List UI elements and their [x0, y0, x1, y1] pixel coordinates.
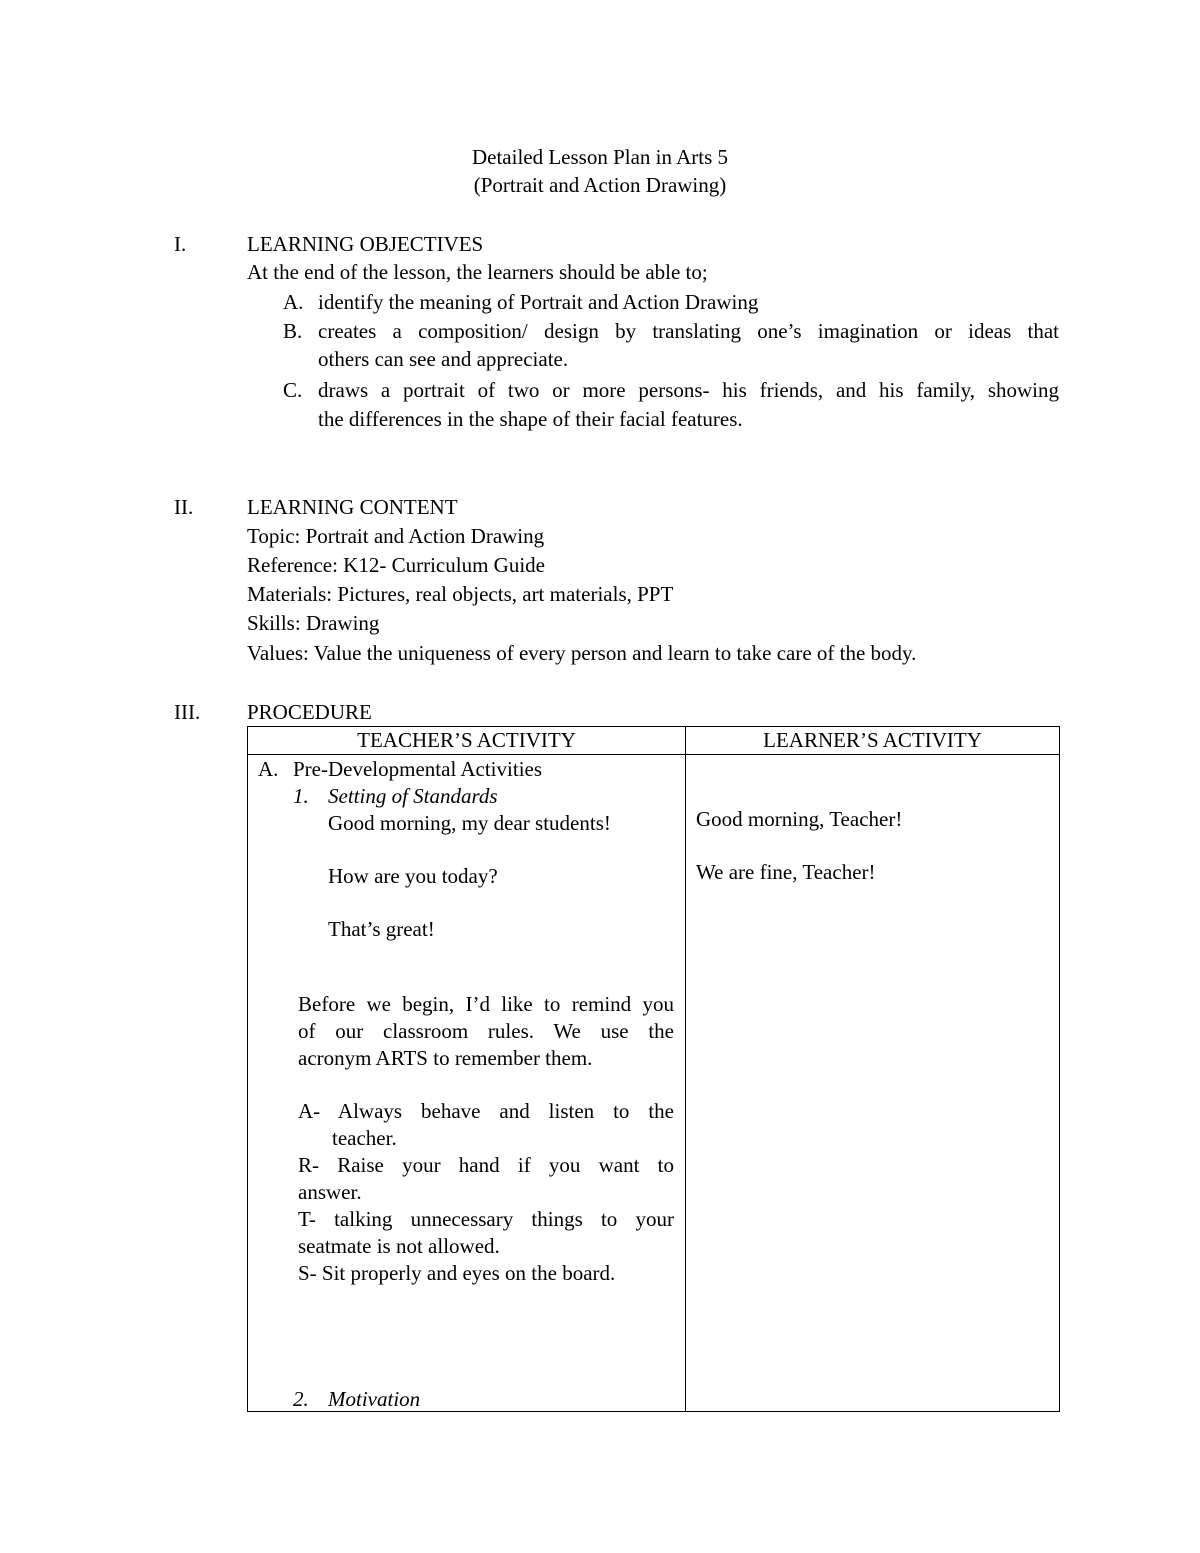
objective-letter: A.: [283, 290, 304, 314]
rule-line: teacher.: [332, 1126, 397, 1150]
content-reference: Reference: K12- Curriculum Guide: [247, 553, 545, 577]
content-topic: Topic: Portrait and Action Drawing: [247, 524, 545, 548]
teacher-question: How are you today?: [328, 864, 498, 888]
teacher-activity-cell: [248, 755, 686, 1412]
section-title: Pre-Developmental Activities: [293, 757, 543, 781]
document-title: Detailed Lesson Plan in Arts 5: [471, 145, 729, 169]
remind-line: Before we begin, I’d like to remind you: [298, 992, 674, 1016]
learner-reply: Good morning, Teacher!: [696, 807, 903, 831]
objectives-intro: At the end of the lesson, the learners should be able to;: [247, 260, 708, 284]
teacher-activity-header: TEACHER’S ACTIVITY: [248, 727, 686, 755]
remind-line: of our classroom rules. We use the: [298, 1019, 674, 1043]
content-materials: Materials: Pictures, real objects, art materials, PPT: [247, 582, 674, 606]
objective-line: creates a composition/ design by translating one’s imagination or ideas that: [318, 319, 1059, 343]
step-title: Setting of Standards: [328, 784, 498, 808]
rule-line: A- Always behave and listen to the: [298, 1099, 674, 1123]
section-heading-procedure: PROCEDURE: [247, 700, 372, 724]
teacher-response: That’s great!: [328, 917, 435, 941]
step-number: 1.: [293, 784, 309, 808]
objective-line: identify the meaning of Portrait and Action Drawing: [318, 290, 759, 314]
rule-line: seatmate is not allowed.: [298, 1234, 500, 1258]
section-heading-content: LEARNING CONTENT: [247, 495, 458, 519]
rule-line: T- talking unnecessary things to your: [298, 1207, 674, 1231]
rule-line: S- Sit properly and eyes on the board.: [298, 1261, 616, 1285]
section-numeral-content: II.: [174, 495, 194, 519]
teacher-greeting: Good morning, my dear students!: [328, 811, 611, 835]
activity-table: [247, 726, 1060, 1412]
learner-reply: We are fine, Teacher!: [696, 860, 876, 884]
remind-line: acronym ARTS to remember them.: [298, 1046, 593, 1070]
learner-activity-cell: [686, 755, 1060, 1412]
objective-line: draws a portrait of two or more persons- his friends, and his family, showing: [318, 378, 1059, 402]
content-skills: Skills: Drawing: [247, 611, 380, 635]
objective-line: the differences in the shape of their facial features.: [318, 407, 743, 431]
section-heading-objectives: LEARNING OBJECTIVES: [247, 232, 484, 256]
step-title: Motivation: [328, 1387, 421, 1411]
objective-letter: C.: [283, 378, 303, 402]
content-values: Values: Value the uniqueness of every person and learn to take care of the body.: [247, 641, 917, 665]
objective-letter: B.: [283, 319, 303, 343]
step-number: 2.: [293, 1387, 309, 1411]
rule-line: answer.: [298, 1180, 362, 1204]
section-numeral-procedure: III.: [174, 700, 201, 724]
learner-activity-header: LEARNER’S ACTIVITY: [686, 727, 1060, 755]
rule-line: R- Raise your hand if you want to: [298, 1153, 674, 1177]
section-numeral-objectives: I.: [174, 232, 187, 256]
objective-line: others can see and appreciate.: [318, 347, 569, 371]
document-subtitle: (Portrait and Action Drawing): [473, 173, 727, 197]
section-letter: A.: [258, 757, 279, 781]
